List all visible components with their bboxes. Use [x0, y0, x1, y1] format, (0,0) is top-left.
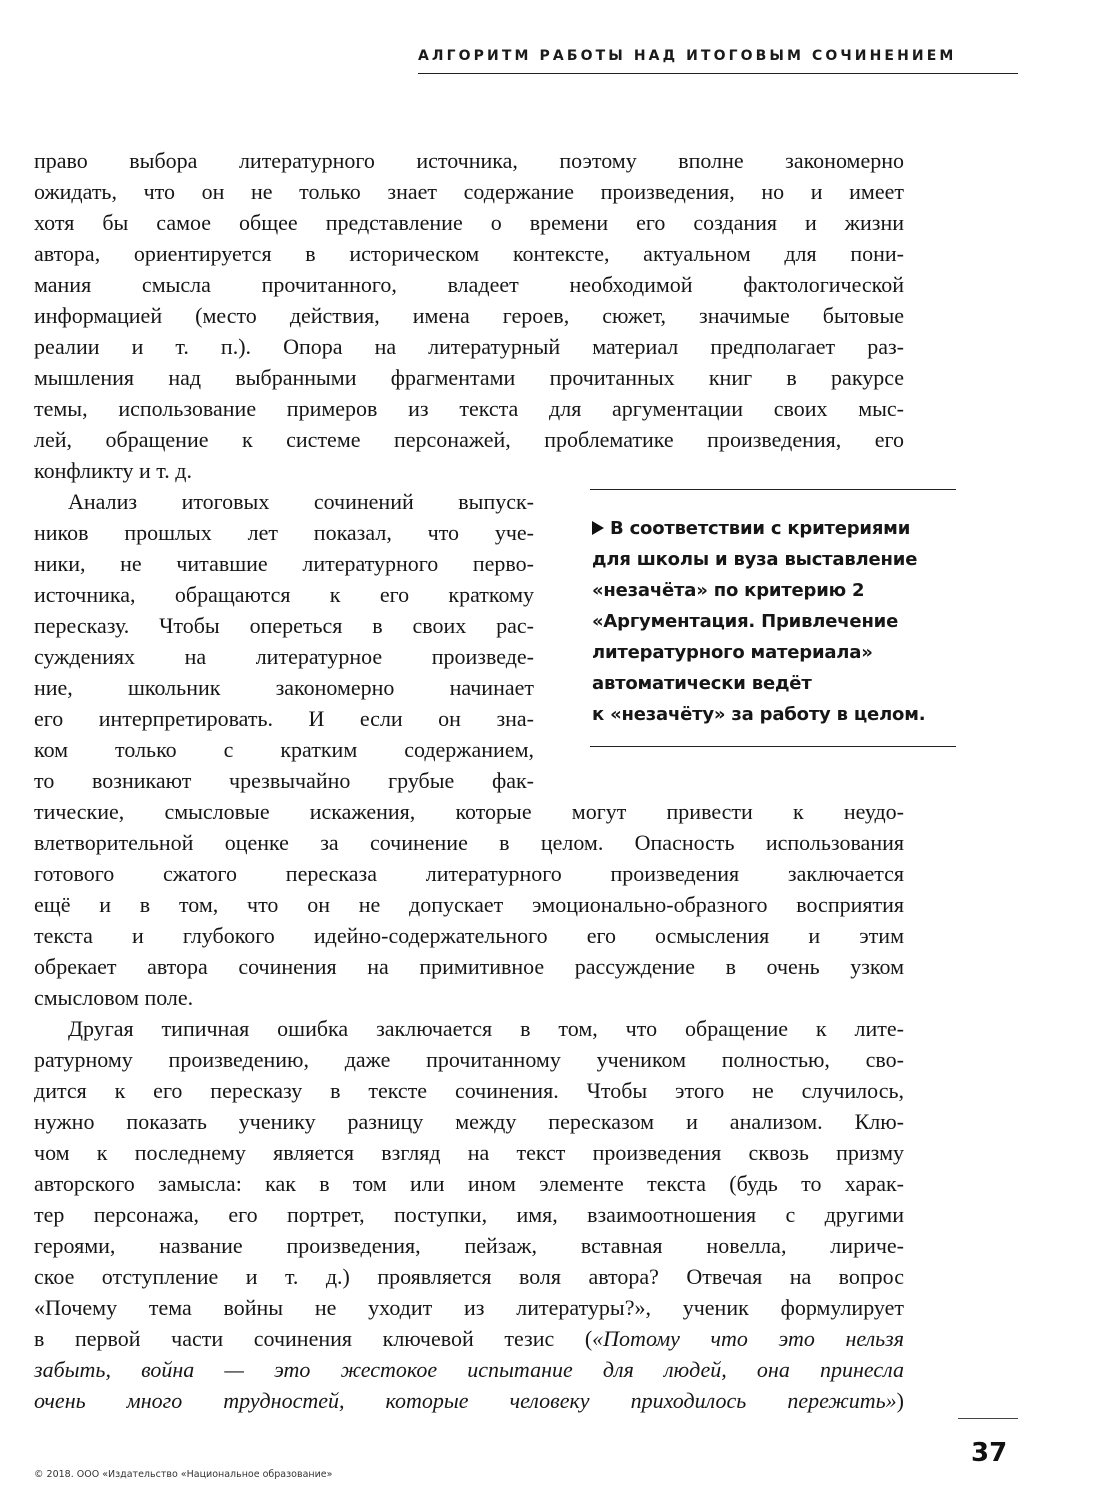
text-line: информацией (место действия, имена героев, сюжет, значимые бытовые	[34, 303, 904, 328]
text-line: ники, не читавшие литературного перво-	[34, 551, 534, 576]
text-line: текста и глубокого идейно-содержательного его осмысления и этим	[34, 923, 904, 948]
running-head-rule	[418, 73, 1018, 74]
sidebar-bottom-rule	[590, 746, 956, 747]
text-line: реалии и т. п.). Опора на литературный материал предполагает раз-	[34, 334, 904, 359]
text-line: героями, название произведения, пейзаж, вставная новелла, лириче-	[34, 1233, 904, 1258]
text-line: нужно показать ученику разницу между пересказом и анализом. Клю-	[34, 1109, 904, 1134]
text-line: автора, ориентируется в историческом контексте, актуальном для пони-	[34, 241, 904, 266]
text-line: мышления над выбранными фрагментами прочитанных книг в ракурсе	[34, 365, 904, 390]
text-line: ников прошлых лет показал, что уче-	[34, 520, 534, 545]
text-line: ратурному произведению, даже прочитанному учеником полностью, сво-	[34, 1047, 904, 1072]
text-line: ожидать, что он не только знает содержание произведения, но и имеет	[34, 179, 904, 204]
text-line: готового сжатого пересказа литературного произведения заключается	[34, 861, 904, 886]
text-line: суждениях на литературное произведе-	[34, 644, 534, 669]
text-line: право выбора литературного источника, поэтому вполне закономерно	[34, 148, 904, 173]
text-line: тер персонажа, его портрет, поступки, имя, взаимоотношения с другими	[34, 1202, 904, 1227]
note-line: к «незачёту» за работу в целом.	[592, 704, 926, 725]
text-line: Анализ итоговых сочинений выпуск-	[68, 489, 534, 514]
text-line: смысловом поле.	[34, 985, 194, 1010]
italic-quote-line: забыть, война — это жестокое испытание для людей, она принесла	[34, 1357, 904, 1382]
text-line: пересказу. Чтобы опереться в своих рас-	[34, 613, 534, 638]
text-line: дится к его пересказу в тексте сочинения. Чтобы этого не случилось,	[34, 1078, 904, 1103]
text-run: в первой части сочинения ключевой тезис (	[34, 1326, 593, 1351]
text-line: Другая типичная ошибка заключается в том, что обращение к лите-	[68, 1016, 904, 1041]
note-line: В соответствии с критериями	[592, 513, 962, 544]
text-line: авторского замысла: как в том или ином элементе текста (будь то харак-	[34, 1171, 904, 1196]
note-line: «незачёта» по критерию 2	[592, 580, 865, 601]
page-number-rule	[958, 1418, 1018, 1419]
text-line: влетворительной оценке за сочинение в целом. Опасность использования	[34, 830, 904, 855]
note-line: литературного материала»	[592, 642, 873, 663]
text-line: его интерпретировать. И если он зна-	[34, 706, 534, 731]
text-line: мания смысла прочитанного, владеет необходимой фактологической	[34, 272, 904, 297]
text-line: ние, школьник закономерно начинает	[34, 675, 534, 700]
text-line: конфликту и т. д.	[34, 458, 192, 483]
text-line: «Почему тема войны не уходит из литературы?», ученик формулирует	[34, 1295, 904, 1320]
text-line: ещё и в том, что он не допускает эмоционально-образного восприятия	[34, 892, 904, 917]
triangle-arrow-icon	[592, 521, 604, 535]
copyright-notice: © 2018. ООО «Издательство «Национальное образование»	[34, 1469, 333, 1480]
text-line: то возникают чрезвычайно грубые фак-	[34, 768, 534, 793]
text-line: ское отступление и т. д.) проявляется воля автора? Отвечая на вопрос	[34, 1264, 904, 1289]
text-line: хотя бы самое общее представление о времени его создания и жизни	[34, 210, 904, 235]
text-line: источника, обращаются к его краткому	[34, 582, 534, 607]
note-line: автоматически ведёт	[592, 673, 812, 694]
page-number: 37	[971, 1438, 1008, 1468]
text-line: обрекает автора сочинения на примитивное рассуждение в очень узком	[34, 954, 904, 979]
text-line: темы, использование примеров из текста для аргументации своих мыс-	[34, 396, 904, 421]
sidebar-note	[590, 489, 960, 725]
note-line: «Аргументация. Привлечение	[592, 611, 899, 632]
text-line: лей, обращение к системе персонажей, проблематике произведения, его	[34, 427, 904, 452]
note-line: для школы и вуза выставление	[592, 549, 918, 570]
text-line	[34, 1385, 904, 1416]
text-line	[34, 1323, 904, 1354]
italic-quote: «Потому что это нельзя	[592, 1326, 904, 1351]
text-line: тические, смысловые искажения, которые могут привести к неудо-	[34, 799, 904, 824]
sidebar-top-rule	[590, 489, 956, 490]
text-run: )	[896, 1388, 904, 1413]
running-head: АЛГОРИТМ РАБОТЫ НАД ИТОГОВЫМ СОЧИНЕНИЕМ	[418, 48, 957, 64]
text-line: чом к последнему является взгляд на текст произведения сквозь призму	[34, 1140, 904, 1165]
text-line: ком только с кратким содержанием,	[34, 737, 534, 762]
italic-quote: очень много трудностей, которые человеку приходилось пережить»	[34, 1388, 897, 1413]
